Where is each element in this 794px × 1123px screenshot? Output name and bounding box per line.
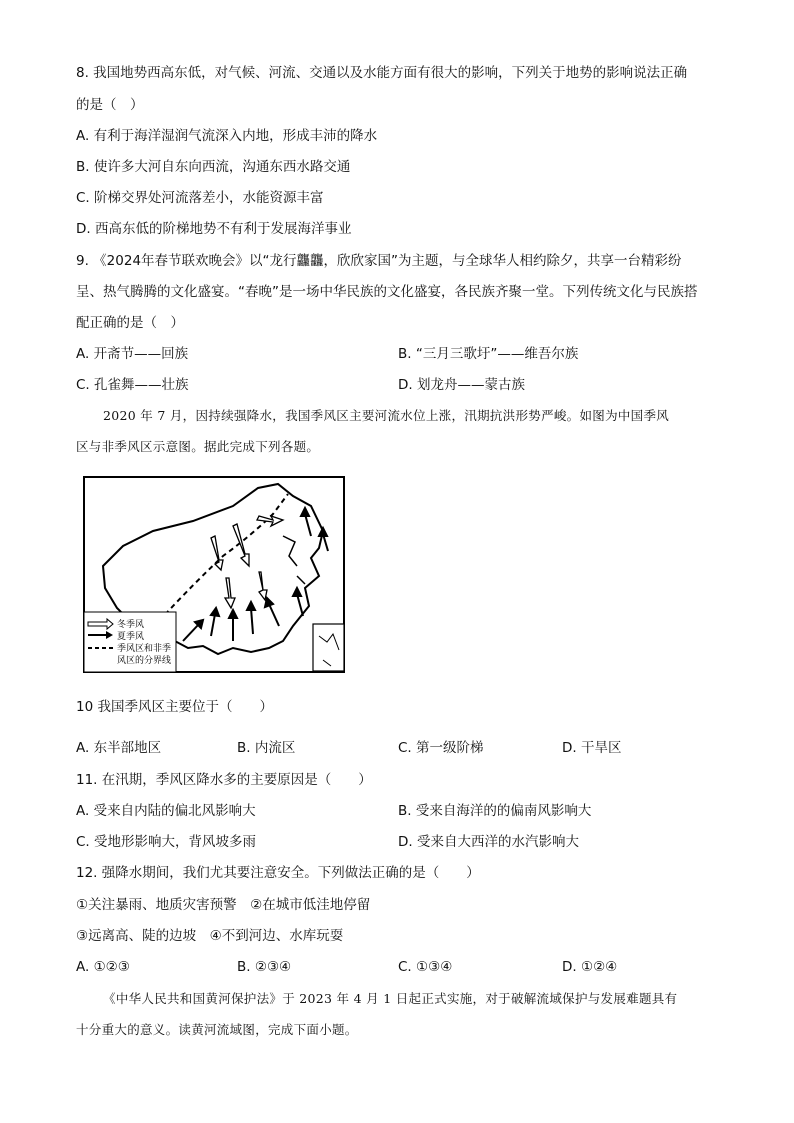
q8-stem-line1: 8. 我国地势西高东低，对气候、河流、交通以及水能方面有很大的影响，下列关于地势的影响说法正确 bbox=[76, 65, 688, 81]
q9-stem-line3: 配正确的是（ ） bbox=[76, 315, 184, 331]
q12-option-d: D. ①②④ bbox=[562, 959, 618, 975]
q8-option-d: D. 西高东低的阶梯地势不有利于发展海洋事业 bbox=[76, 221, 352, 237]
intro1-line1: 2020 年 7 月，因持续强降水，我国季风区主要河流水位上涨，汛期抗洪形势严峻。如图为中国季风 bbox=[103, 408, 670, 423]
q10-option-b: B. 内流区 bbox=[237, 740, 296, 756]
q11-option-c: C. 受地形影响大，背风坡多雨 bbox=[76, 834, 257, 850]
q9-option-a: A. 开斋节——回族 bbox=[76, 346, 189, 362]
q11-option-d: D. 受来自大西洋的水汽影响大 bbox=[398, 834, 579, 850]
q12-option-a: A. ①②③ bbox=[76, 959, 130, 975]
legend-boundary-line2: 风区的分界线 bbox=[117, 656, 172, 666]
legend-summer-monsoon: 夏季风 bbox=[117, 632, 145, 642]
legend-winter-monsoon: 冬季风 bbox=[117, 620, 145, 630]
q12-stem: 12. 强降水期间，我们尤其要注意安全。下列做法正确的是（ ） bbox=[76, 865, 480, 881]
q9-stem-line1: 9. 《2024年春节联欢晚会》以“龙行龘龘，欣欣家国”为主题，与全球华人相约除夕，共享一台精彩纷 bbox=[76, 253, 682, 269]
q11-stem: 11. 在汛期，季风区降水多的主要原因是（ ） bbox=[76, 772, 372, 788]
q10-option-a: A. 东半部地区 bbox=[76, 740, 162, 756]
q10-stem: 10 我国季风区主要位于（ ） bbox=[76, 699, 273, 715]
q8-option-c: C. 阶梯交界处河流落差小，水能资源丰富 bbox=[76, 190, 324, 206]
q9-option-d: D. 划龙舟——蒙古族 bbox=[398, 377, 525, 393]
q11-option-b: B. 受来自海洋的的偏南风影响大 bbox=[398, 803, 592, 819]
intro2-line1: 《中华人民共和国黄河保护法》于 2023 年 4 月 1 日起正式实施，对于破解流域保护与发展难题具有 bbox=[103, 991, 678, 1006]
monsoon-region-map bbox=[83, 476, 345, 673]
q8-option-a: A. 有利于海洋湿润气流深入内地，形成丰沛的降水 bbox=[76, 128, 378, 144]
intro2-line2: 十分重大的意义。读黄河流域图，完成下面小题。 bbox=[76, 1022, 358, 1037]
q9-option-c: C. 孔雀舞——壮族 bbox=[76, 377, 189, 393]
legend-boundary-line1: 季风区和非季 bbox=[117, 644, 172, 654]
q12-option-b: B. ②③④ bbox=[237, 959, 292, 975]
intro1-line2: 区与非季风区示意图。据此完成下列各题。 bbox=[76, 439, 320, 454]
q8-option-b: B. 使许多大河自东向西流，沟通东西水路交通 bbox=[76, 159, 351, 175]
q10-option-d: D. 干旱区 bbox=[562, 740, 622, 756]
q8-stem-line2: 的是（ ） bbox=[76, 97, 144, 113]
q10-option-c: C. 第一级阶梯 bbox=[398, 740, 484, 756]
q12-items-line2: ③远离高、陡的边坡 ④不到河边、水库玩耍 bbox=[76, 928, 344, 944]
q12-items-line1: ①关注暴雨、地质灾害预警 ②在城市低洼地停留 bbox=[76, 897, 371, 913]
q11-option-a: A. 受来自内陆的偏北风影响大 bbox=[76, 803, 256, 819]
q9-stem-line2: 呈、热气腾腾的文化盛宴。“春晚”是一场中华民族的文化盛宴，各民族齐聚一堂。下列传统文化与民族搭 bbox=[76, 284, 698, 300]
q9-option-b: B. “三月三歌圩”——维吾尔族 bbox=[398, 346, 579, 362]
q12-option-c: C. ①③④ bbox=[398, 959, 453, 975]
